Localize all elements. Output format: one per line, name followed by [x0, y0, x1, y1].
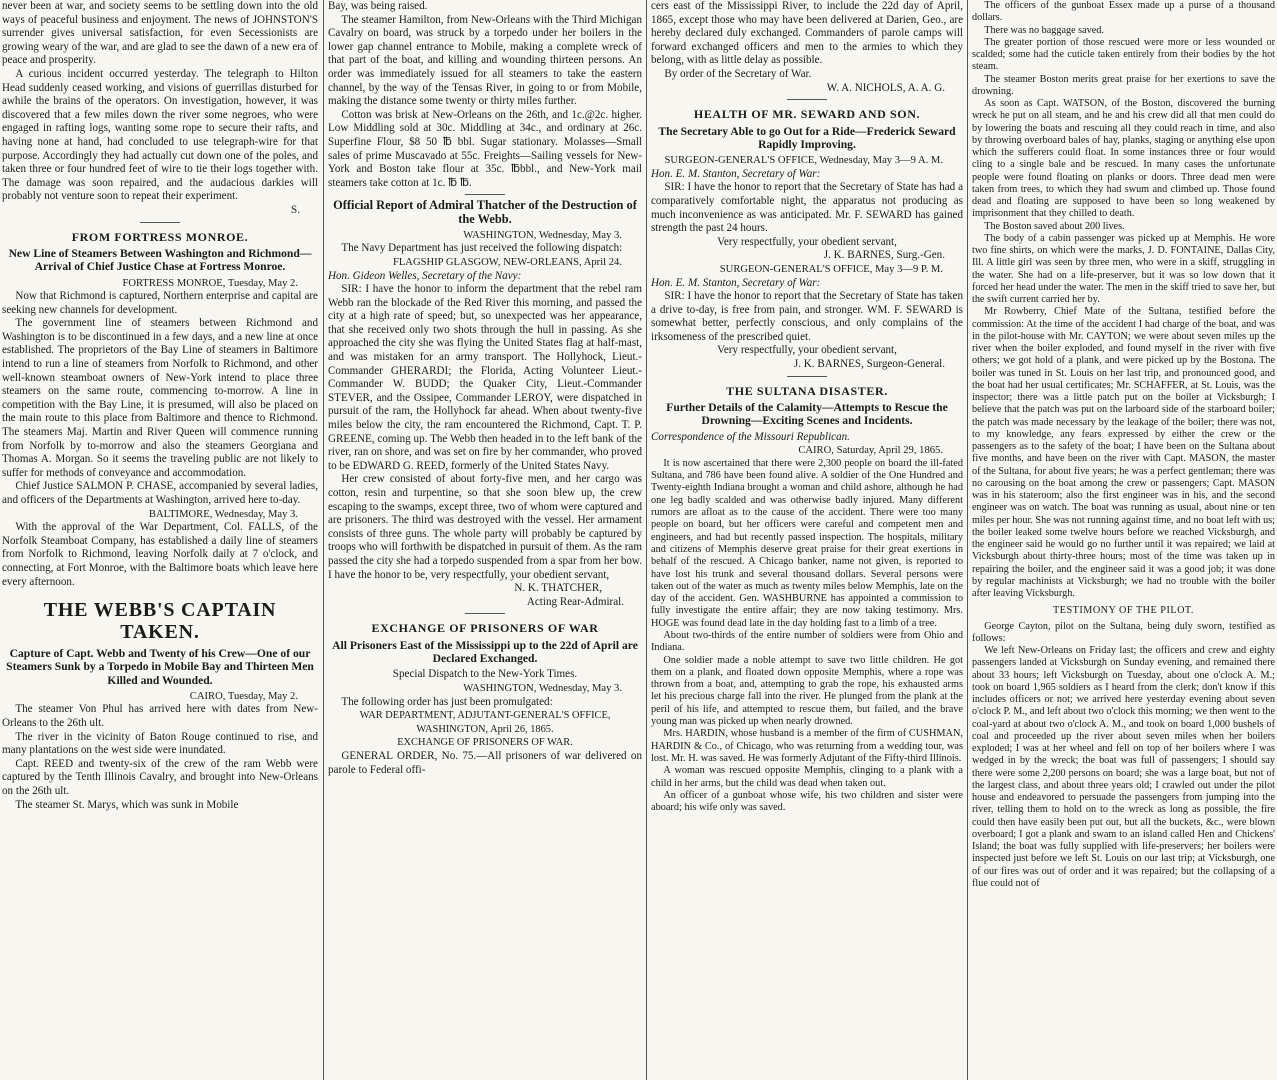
article-paragraph: never been at war, and society seems to be settling down into the old ways of peaceful business and enjoyment. The news of JOHNSTON'S surrender gives universal satisfaction, for even Secessionists are growing weary of the war, and are glad to see the dawn of a new era of peace and prosperity.	[2, 0, 318, 67]
column-2	[328, 0, 642, 1080]
dateline: CAIRO, Saturday, April 29, 1865.	[798, 445, 943, 457]
article-paragraph: As soon as Capt. WATSON, of the Boston, discovered the burning wreck he put on all steam, and he and his crew did all that men could do by lowering the boats and rescuing all they could reach in time, and also by throwing overboard bales of hay, planks, staging or anything else upon which the sufferers could float. In some instances three or four would cling to a single bale and be rescued. In many cases the unfortunate people were found floating on planks or doors. Three dead men were taken from trees, to which they had swum and climbed up. Those found dead and floating are supposed to have been so long weakened by imprisonment that they chilled to death.	[972, 98, 1275, 220]
article-paragraph: A curious incident occurred yesterday. The telegraph to Hilton Head suddenly ceased working, and visions of guerrillas disturbed for awhile the brains of the operators. On investigation, however, it was discovered that a few miles down the river some negroes, who were engaged in rafting logs, wanting some rope to secure their rafts, and having none at hand, had concluded to use telegraph-wire for that purpose. Accordingly they had actually cut down one of the poles, and taken three or four hundred feet of wire to tie their logs together with. The damage was soon repaired, and the audacious darkies will probably not venture soon to repeat their experiment.	[2, 67, 318, 203]
article-paragraph: Chief Justice SALMON P. CHASE, accompanied by several ladies, and officers of the Departments at Washington, arrived here to-day.	[2, 480, 318, 506]
signature: J. K. BARNES, Surgeon-General.	[793, 358, 945, 371]
article-paragraph: An officer of a gunboat whose wife, his two children and sister were aboard; his wife only was saved.	[651, 789, 963, 814]
article-paragraph: The steamer Boston merits great praise for her exertions to save the drowning.	[972, 73, 1275, 97]
article-paragraph: The steamer Hamilton, from New-Orleans with the Third Michigan Cavalry on board, was struck by a torpedo under her boilers in the lower gap channel entrance to Mobile, making a complete wreck of that part of the boat, and killing and wounding thirteen persons. An order was immediately issued for all steamers to take the eastern channel, by the way of the Tensas River, in going to or from Mobile, making the distance some twenty or thirty miles further.	[328, 13, 642, 108]
article-paragraph: The greater portion of those rescued were more or less wounded or scalded; some had the cuticle taken entirely from their bodies by the hot steam.	[972, 36, 1275, 73]
byline: S.	[291, 203, 300, 216]
headline-exchange-prisoners: EXCHANGE OF PRISONERS OF WAR	[371, 621, 599, 636]
article-paragraph: SIR: I have the honor to inform the department that the rebel ram Webb ran the blockade of the Red River this morning, and passed the city at a high rate of speed; but, so unexpected was her appearance, that she received only two shots through the hull in passing. As she approached the city she was flying the United States flag at half-mast, and was mistaken for an army transport. The Hollyhock, Lieut.-Commander GHERARDI; the Florida, Acting Volunteer Lieut.-Commander W. BUDD; the Quaker City, Lieut.-Commander STEVER, and the Ossipee, Commander LEROY, were dispatched in pursuit of the ram, the Hollyhock far ahead. When about twenty-five miles below the city, the ram encountered the Richmond, Capt. T. P. GREENE, coming up. The Webb then headed in to the left bank of the river, ran on shore, and was set on fire by her commander, who proved to be EDWARD G. REED, formerly of the United States Navy.	[328, 283, 642, 472]
article-paragraph: SIR: I have the honor to report that the Secretary of State has taken a drive to-day, is free from pain, and stronger. WM. F. SEWARD is somewhat better, perfectly conscious, and only complains of the irksomeness of the prescribed quiet.	[651, 290, 963, 343]
dateline: WASHINGTON, Wednesday, May 3.	[463, 682, 622, 694]
dateline: FLAGSHIP GLASGOW, NEW-ORLEANS, April 24.	[392, 256, 622, 268]
article-paragraph: cers east of the Mississippi River, to include the 22d day of April, 1865, except those who may have been delivered at Darien, Geo., are hereby declared duly exchanged. Commanders of parole camps will forward exchanged officers and men to the armies to which they belong, with as little delay as possible.	[651, 0, 963, 67]
article-paragraph: The Boston saved about 200 lives.	[984, 220, 1125, 232]
dateline: CAIRO, Tuesday, May 2.	[189, 690, 298, 702]
column-rule	[646, 0, 647, 1080]
article-paragraph: A woman was rescued opposite Memphis, clinging to a plank with a child in her arms, but the child was dead when taken out.	[651, 765, 963, 789]
article-paragraph: Cotton was brisk at New-Orleans on the 26th, and 1c.@2c. higher. Low Middling sold at 30c. Middling at 34c., and ordinary at 26c. Superfine Flour, $8 50 ℔ bbl. Sugar stationary. Molasses—Small sales of prime Muscavado at 55c. Freights—Sailing vessels for New-York and Boston take flour at 35c. ℔bbl., and New-York mail steamers take cotton at 1c. ℔ ℔.	[328, 108, 642, 189]
dateline: SURGEON-GENERAL'S OFFICE, May 3—9 P. M.	[719, 263, 943, 275]
headline-sultana-disaster: THE SULTANA DISASTER.	[726, 383, 888, 398]
article-paragraph: The following order has just been promulgated:	[341, 695, 553, 708]
article-paragraph: Mr Rowberry, Chief Mate of the Sultana, testified before the commission: At the time of the accident I had charge of the boat, and was in the pilot-house with Mr. CAYTON; we were about seven miles up the river when the boiler exploded, and found myself in the river with five others; we got hold of a plank, and were picked up by the Bostona. The boiler was tuned in St. Louis on her last trip, and pronounced good, and the boat had her usual certificates; Mr. SCHAFFER, at St. Louis, was the inspector; there was a little patch put on the boiler at Vicksburgh; I believe that the patch was put on the larboard side of the starboard boiler; the patch was made necessary by the leakage of the boiler; there was not, to my knowledge, any fears expressed by either the crew or the passengers as to the safety of the boat; I have been on the Sultana about five months, and have been on the river with Capt. MASON, the master of the Sultana, for about five years; he was a perfect gentleman; there was no carousing on the boat among the crew or passengers; Capt. MASON was in his stateroom; also the first engineer was in his, and the second engineer was on watch. The boat was running as usual, about nine or ten miles per hour. She was not running against time, and no boat left with us; the boiler leaked some twelve hours before we reached Vicksburgh, and the engineer said he would go no further until it was repaired; we laid at Vicksburgh about thirty-three hours; most of the time was taken up in repairing the boiler, and the engineer said it was a good job; it was done by regular machinists at Vicksburgh; we had no trouble with the boiler after leaving Vicksburgh.	[972, 306, 1275, 599]
dateline: WAR DEPARTMENT, ADJUTANT-GENERAL'S OFFICE, WASHINGTON, April 26, 1865.	[359, 710, 611, 735]
article-paragraph: George Cayton, pilot on the Sultana, being duly sworn, testified as follows:	[972, 620, 1275, 644]
sultana-body	[651, 458, 963, 815]
article-paragraph: About two-thirds of the entire number of soldiers were from Ohio and Indiana.	[651, 630, 963, 654]
dateline: SURGEON-GENERAL'S OFFICE, Wednesday, May 3—9 A. M.	[664, 155, 943, 167]
divider	[465, 613, 505, 614]
article-paragraph: We left New-Orleans on Friday last; the officers and crew and eighty passengers landed at Vicksburgh on Sunday evening, and remained there about 33 hours; left Vicksburgh on Tuesday, about one o'clock A. M.; took on board 1,965 soldiers as I heard from the clerk; don't know if this includes officers or not; we arrived here yesterday evening about seven o'clock P. M., and left about two o'clock this morning; we then went to the coal-yard at about two o'clock A. M., and took on board 1,000 bushels of coal and proceeded up the river about seven miles when her boilers exploded; I was at her wheel and fell on top of her boilers where I was wedged in by the wreck; the boat was full of passengers; I should say there were some 2,200 persons on board; she was a large boat, but not of the largest class, and about three years old; I crawled out under the pilot house and endeavored to persuade the passengers from jumping into the river, telling them to hold on to the wreck as long as possible, the fire could then have easily been put out, but all the buckets, &c., were blown overboard; I got a plank and swam to an island called Hen and Chickens' Island; the boat was fully supplied with life-preservers; her boilers were inspected just before we left St. Louis on our last trip; at Vicksburgh, one of our fires was out of order and it was repaired; but the collapsing of a flue could not of	[972, 645, 1275, 889]
subheadline: New Line of Steamers Between Washington and Richmond—Arrival of Chief Justice Chase at Fortress Monroe.	[8, 247, 312, 274]
subheadline: Further Details of the Calamity—Attempts to Rescue the Drowning—Exciting Scenes and Incidents.	[666, 401, 948, 428]
article-paragraph: Bay, was being raised.	[328, 0, 428, 12]
column-4	[972, 0, 1275, 1080]
signature-title: Acting Rear-Admiral.	[526, 595, 624, 608]
article-paragraph: With the approval of the War Department, Col. FALLS, of the Norfolk Steamboat Company, has established a daily line of steamers from Norfolk to Richmond, leaving Norfolk daily at 7 o'clock, and connecting, at Fort Monroe, with the Baltimore boats which leave here every afternoon.	[2, 521, 318, 588]
column-rule	[967, 0, 968, 1080]
article-paragraph: The government line of steamers between Richmond and Washington is to be discontinued in a few days, and a new line at once established. The proprietors of the Bay Line of steamers in Baltimore intend to run a line of steamers from Norfolk to Richmond, and other well-known steamboat owners of New-York intend to place three steamers on the same route, commencing to-morrow. A line in competition with the Bay Line, it is presumed, will also be placed on the main route to this place from Baltimore and thence to Richmond. The steamers Maj. Martin and River Queen will commence running from Norfolk by to-morrow and also the steamers Georgiana and Thomas A. Morgan. So it seems the traveling public are not likely to suffer for methods of conveyance and accommodation.	[2, 317, 318, 479]
article-paragraph: One soldier made a noble attempt to save two little children. He got them on a plank, and floated down opposite Memphis, where a rope was thrown from a boat, and, attempting to grab the rope, his exhausted arms let his precious charge fall into the river. He plunged from the plank at the peril of his life, and attempted to rescue them, but failed, and the brave young man was picked up when nearly drowned.	[651, 654, 963, 728]
article-paragraph: SIR: I have the honor to report that the Secretary of State has had a comparatively comfortable night, the apparatus not producing as much inconvenience as was anticipated. Mr. F. SEWARD has gained strength the past 24 hours.	[651, 181, 963, 235]
divider	[140, 222, 180, 223]
dateline: FORTRESS MONROE, Tuesday, May 2.	[122, 277, 298, 289]
closing: Very respectfully, your obedient servant,	[717, 235, 897, 248]
article-paragraph: The river in the vicinity of Baton Rouge continued to rise, and many plantations on the west side were inundated.	[2, 730, 318, 757]
article-paragraph: The officers of the gunboat Essex made up a purse of a thousand dollars.	[972, 0, 1275, 24]
article-paragraph: By order of the Secretary of War.	[664, 67, 812, 80]
divider	[787, 376, 827, 377]
special-dispatch: Special Dispatch to the New-York Times.	[392, 668, 578, 681]
article-paragraph: It is now ascertained that there were 2,300 people on board the ill-fated Sultana, and 786 have been found alive. A soldier of the One Hundred and Twenty-eighth Indiana brought a woman and child ashore, although he had one leg badly scalded and was otherwise badly injured. Many different rumors are afloat as to the cause of the accident. There were too many people on board, but her officers were careful and competent men and engineers, and had but recently passed inspection. The hospitals, military and citizens of Memphis deserve great praise for their great exertions in behalf of the rescued. A Chicago banker, name not given, is reported to have lost his trunk and several thousand dollars. Several persons were taken out of the water as much as twenty miles below Memphis, late on the day of the accident. Gen. WASHBURNE has appointed a commission to fully investigate the entire affair; they are now taking testimony. Mrs. HOGE was found dead late in the day holding fast to a limb of a tree.	[651, 457, 963, 629]
article-paragraph: Her crew consisted of about forty-five men, and her cargo was cotton, resin and turpentine, so that she soon blew up, the crew escaping to the swamps, except three, two of whom were captured and are prisoners. The third was destroyed with the vessel. Her armament consists of three guns. The whole party will probably be captured by troops who will forthwith be dispatched in pursuit of them. As the ram passed the city she had a torpedo suspended from a spar from her bow. I have the honor to be, very respectfully, your obedient servant,	[328, 473, 642, 581]
column-3	[651, 0, 963, 1080]
headline-pilot-testimony: TESTIMONY OF THE PILOT.	[1053, 605, 1194, 617]
headline-seward-health: HEALTH OF MR. SEWARD AND SON.	[693, 107, 921, 122]
article-paragraph: The body of a cabin passenger was picked up at Memphis. He wore two fine shirts, on which were the marks, J. D. FONTAINE, Dallas City, Ill. A little girl was seen by three men, who were in a skiff, struggling in the water. She had on a life-preserver, but it was so low down that it forced her head under the water. The men in the skiff tried to save her, but the swift current carried her by.	[972, 232, 1275, 305]
dateline: WASHINGTON, Wednesday, May 3.	[463, 229, 622, 241]
article-paragraph: GENERAL ORDER, No. 75.—All prisoners of war delivered on parole to Federal offi-	[328, 749, 642, 776]
divider	[787, 99, 827, 100]
signature: N. K. THATCHER,	[514, 582, 602, 595]
article-paragraph: The Navy Department has just received the following dispatch:	[341, 242, 623, 255]
subheadline: Capture of Capt. Webb and Twenty of his Crew—One of our Steamers Sunk by a Torpedo in Mobile Bay and Thirteen Men Killed and Wounded.	[6, 647, 314, 687]
salutation: Hon. E. M. Stanton, Secretary of War:	[651, 167, 821, 180]
subheadline: All Prisoners East of the Mississippi up to the 22d of April are Declared Exchanged.	[332, 638, 638, 666]
salutation: Hon. Gideon Welles, Secretary of the Navy:	[328, 269, 522, 282]
article-paragraph: The steamer St. Marys, which was sunk in Mobile	[15, 798, 239, 811]
signature: J. K. BARNES, Surg.-Gen.	[823, 249, 945, 262]
headline-fortress-monroe: FROM FORTRESS MONROE.	[71, 229, 249, 244]
closing: Very respectfully, your obedient servant,	[717, 344, 897, 357]
column-1	[2, 0, 318, 1080]
article-paragraph: Capt. REED and twenty-six of the crew of the ram Webb were captured by the Tenth Illinois Cavalry, and brought into New-Orleans on the 26th ult.	[2, 757, 318, 797]
dateline: BALTIMORE, Wednesday, May 3.	[148, 508, 298, 520]
column-rule	[323, 0, 324, 1080]
signature: W. A. NICHOLS, A. A. G.	[826, 81, 945, 94]
correspondence-credit: Correspondence of the Missouri Republican.	[651, 430, 850, 443]
article-paragraph: Now that Richmond is captured, Northern enterprise and capital are seeking new channels for development.	[2, 290, 318, 316]
salutation: Hon. E. M. Stanton, Secretary of War:	[651, 276, 821, 289]
section-title: EXCHANGE OF PRISONERS OF WAR.	[397, 737, 573, 749]
article-paragraph: The steamer Von Phul has arrived here with dates from New-Orleans to the 26th ult.	[2, 703, 318, 729]
article-paragraph: There was no baggage saved.	[984, 24, 1104, 36]
subheadline: The Secretary Able to go Out for a Ride—Frederick Seward Rapidly Improving.	[658, 124, 956, 151]
headline-thatcher-report: Official Report of Admiral Thatcher of the Destruction of the Webb.	[333, 198, 637, 226]
headline-webbs-captain: THE WEBB'S CAPTAIN TAKEN.	[43, 599, 277, 644]
article-paragraph: Mrs. HARDIN, whose husband is a member of the firm of CUSHMAN, HARDIN & Co., of Chicago, who was returning from a wedding tour, was lost. Mr. H. was saved. He was formerly Adjutant of the Fifty-third Illinois.	[651, 728, 963, 764]
divider	[465, 194, 505, 195]
